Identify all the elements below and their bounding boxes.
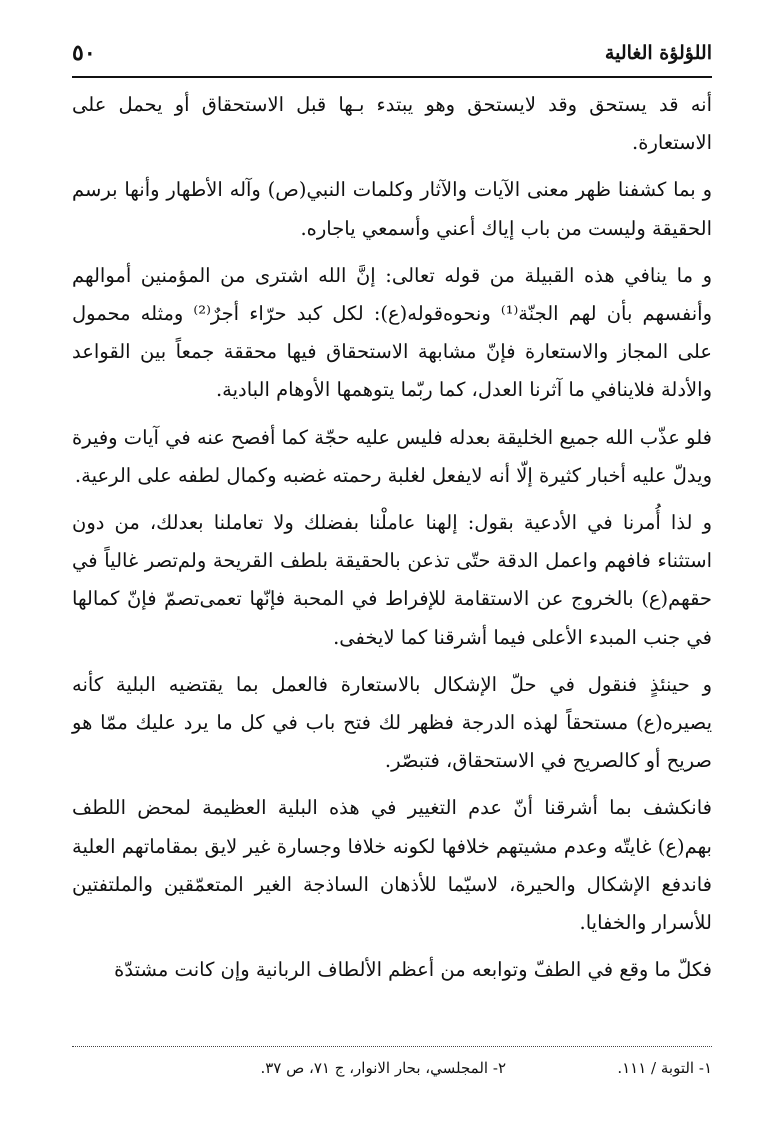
paragraph: أنه قد يستحق وقد لايستحق وهو يبتدء بـها قبل الاستحقاق أو يحمل على الاستعارة. [72, 93, 712, 155]
paragraph: فلو عذّب الله جميع الخليقة بعدله فليس عليه حجّة كما أفصح عنه في آيات وفيرة ويدلّ عليه أخبار كثيرة إلّا أنه لايفعل لغلبة رحمته غضبه وكمال لطفه على الرعية. [72, 425, 712, 487]
footnote-divider [72, 1046, 712, 1047]
paragraph: فانكشف بما أشرقنا أنّ عدم التغيير في هذه البلية العظيمة لمحض اللطف بهم(ع) غايتّه وعدم مشيتهم خلافها لكونه خلافا وجسارة غير لايق بمقاماتهم العلية فاندفع الإشكال والحيرة، لاسيّما للأذهان الساذجة الغير المتعمّقين والملتفتين للأسرار والخفايا. [72, 796, 712, 935]
footnote-1: ١- التوبة / ١١١. [617, 1059, 712, 1077]
book-title: اللؤلؤة الغالية [604, 42, 712, 64]
paragraph: و ما ينافي هذه القبيلة من قوله تعالى: إنَّ الله اشترى من المؤمنين أموالهم وأنفسهم بأن لهم الجنّة⁽¹⁾ ونحوه‌قوله(ع): لكل كبد حرّاء أجرٌ⁽²⁾ ومثله محمول على المجاز والاستعارة فإنّ مشابهة الاستحقاق فيها محققة جمعاً بين القواعد والأدلة فلاينافي ما آثرنا العدل، كما ربّما يتوهمها الأوهام البادية. [72, 263, 713, 402]
page-number: ٥٠ [72, 40, 96, 66]
page-header [72, 36, 712, 78]
paragraph: و حينئذٍ فنقول في حلّ الإشكال بالاستعارة فالعمل بما يقتضيه البلية كأنه يصيره(ع) مستحقاً لهذه الدرجة فظهر لك فتح باب في كل ما يرد عليك ممّا هو صريح أو كالصريح في الاستحقاق، فتبصّر. [72, 672, 712, 773]
footnote-2: ٢- المجلسي، بحار الانوار، ج ٧١، ص ٣٧. [260, 1059, 506, 1077]
paragraph: و بما كشفنا ظهر معنى الآيات والآثار وكلمات النبي(ص) وآله الأطهار وأنها برسم الحقيقة وليست من باب إياك أعني وأسمعي ياجاره. [72, 178, 712, 240]
paragraph: و لذا أُمرنا في الأدعية بقول: إلهنا عاملْنا بفضلك ولا تعاملنا بعدلك، من دون استثناء فافهم واعمل الدقة حتّى تذعن بالحقيقة بلطف القريحة ولم‌تصر غالياً في حقهم(ع) بالخروج عن الاستقامة للإفراط في المحبة فإنّها تعمى‌تصمّ فإنّ كمالها في جنب المبدء الأعلى فيما أشرقنا كما لايخفى. [72, 511, 712, 649]
paragraph: فكلّ ما وقع في الطفّ وتوابعه من أعظم الألطاف الربانية وإن كانت مشتدّة [114, 958, 712, 982]
body-text [72, 86, 712, 989]
